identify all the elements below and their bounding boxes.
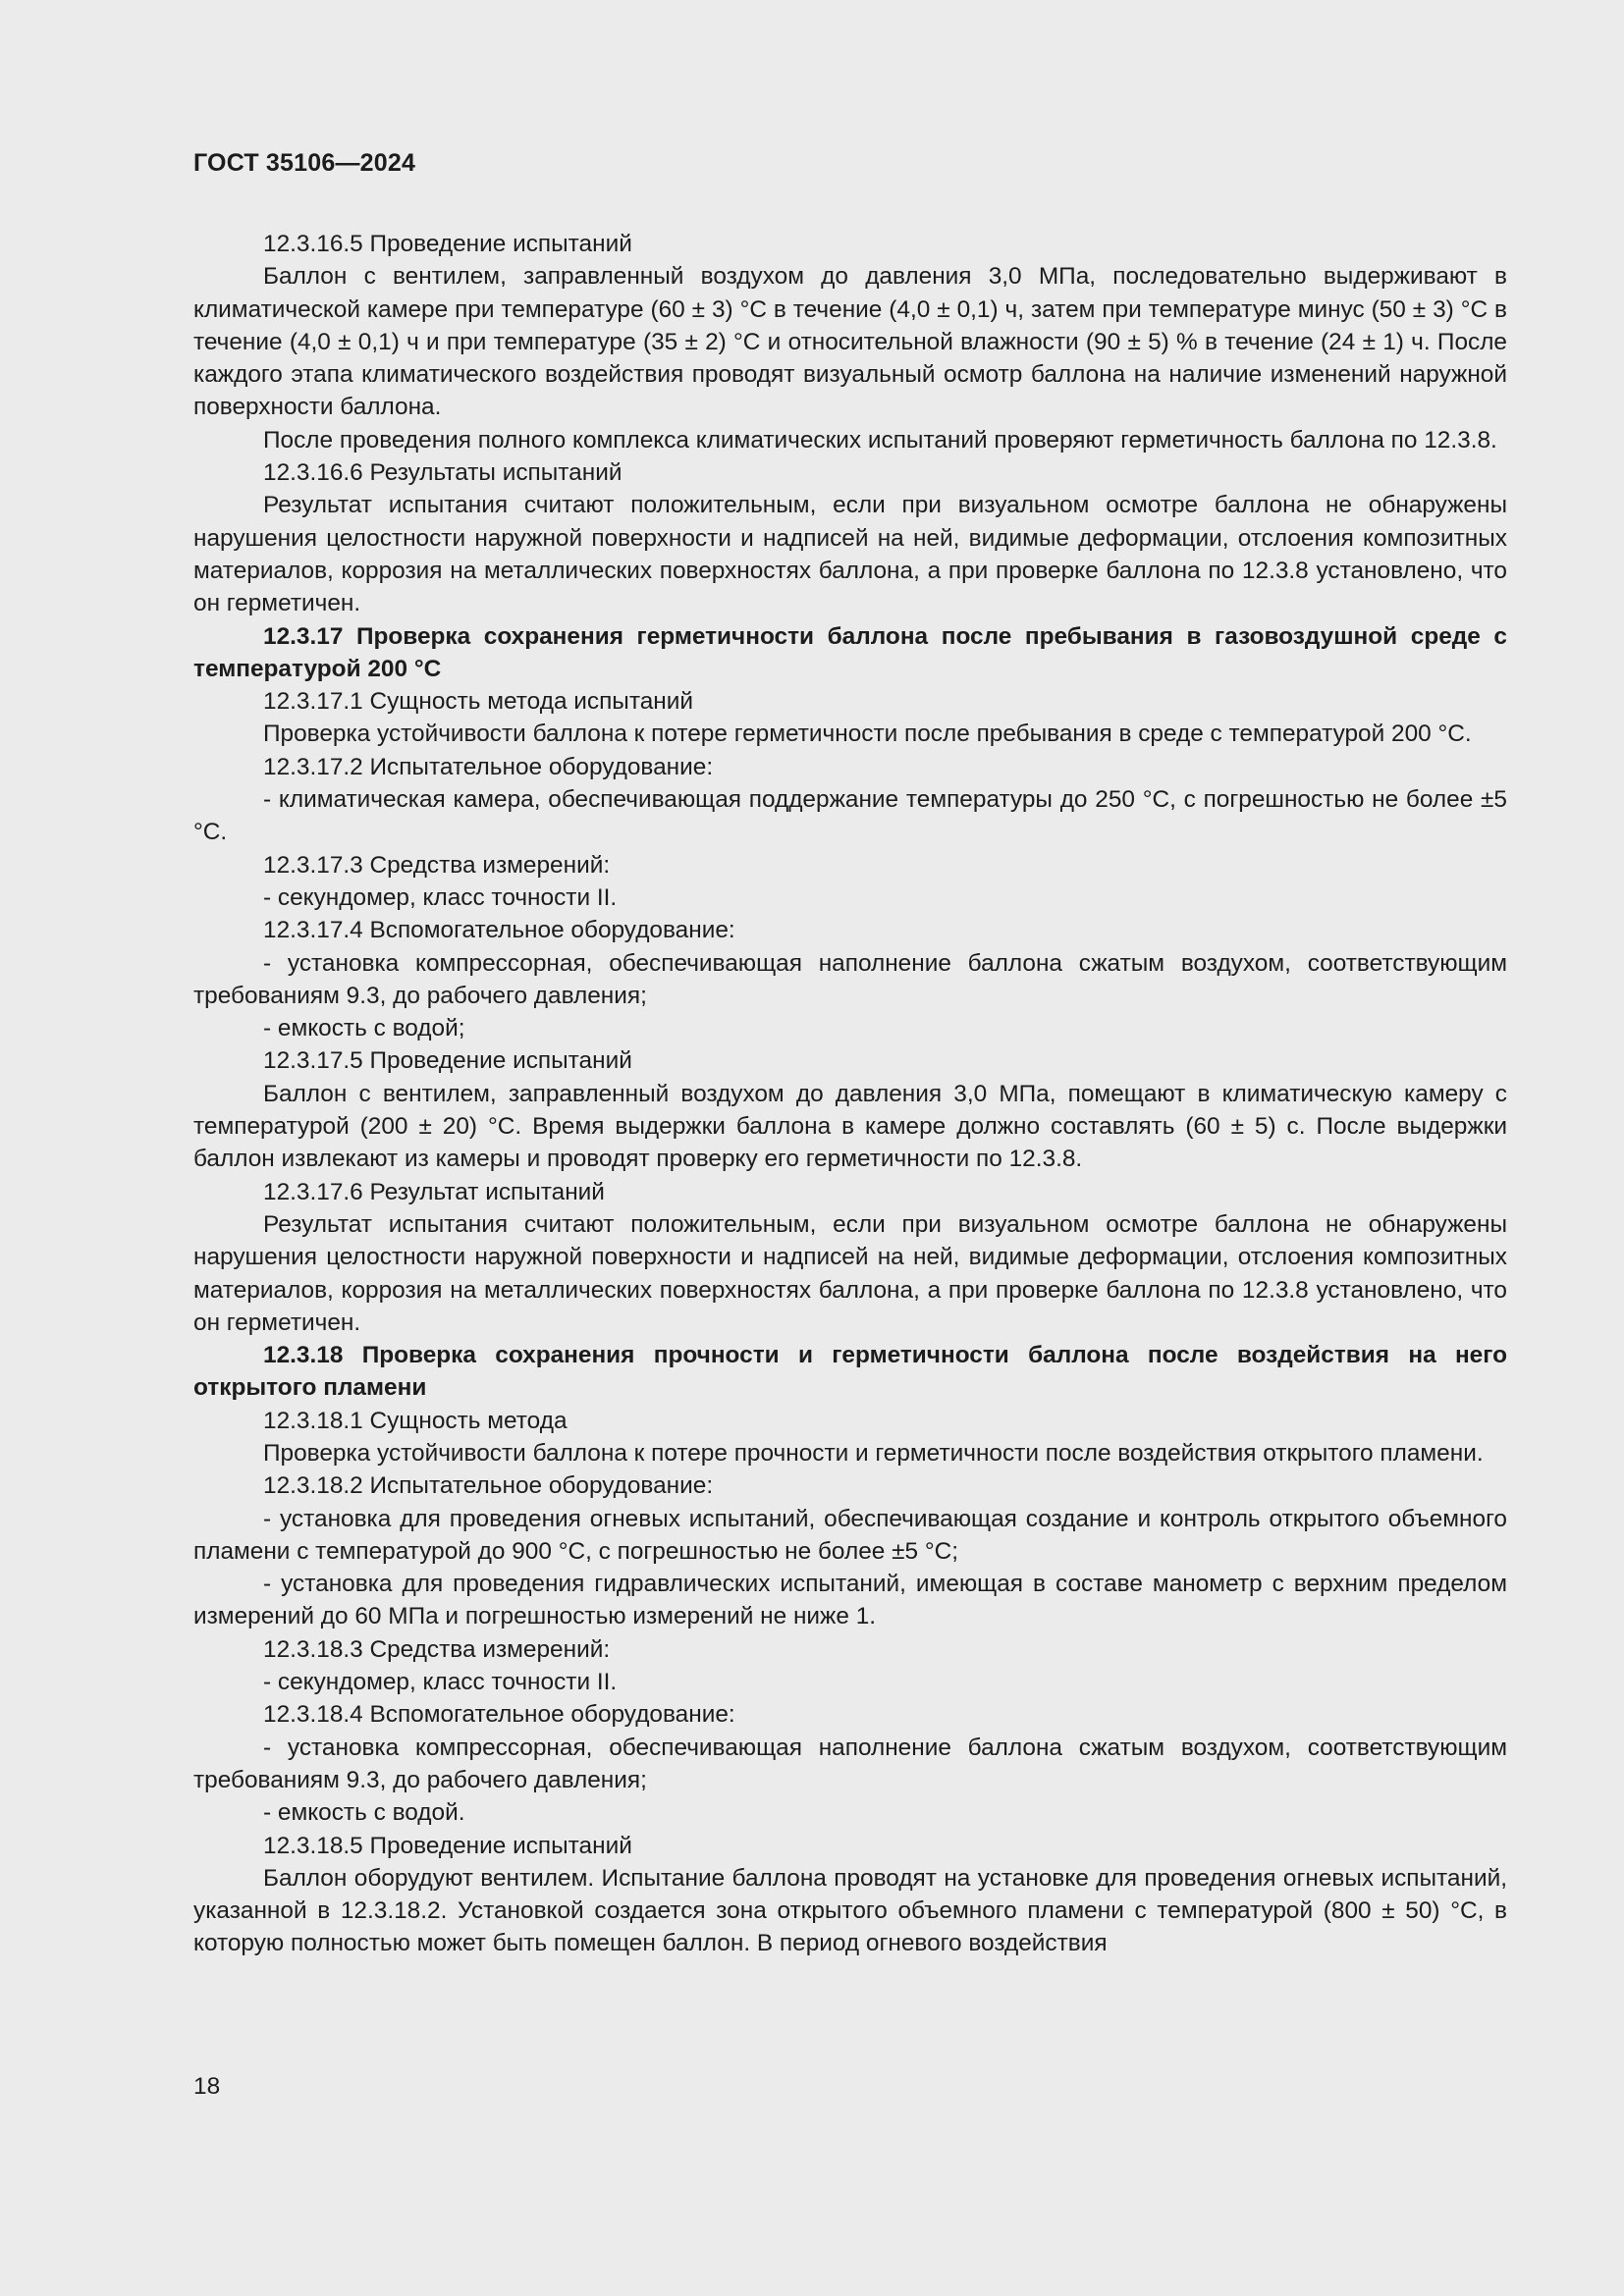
paragraph: 12.3.17.6 Результат испытаний	[263, 1178, 605, 1205]
paragraph: 12.3.16.5 Проведение испытаний	[263, 231, 632, 257]
paragraph: Результат испытания считают положительным, если при визуальном осмотре баллона не обнаружены нарушения целостности наружной поверхности и надписей на ней, видимые деформации, отслоения композитных материалов, коррозия на металлических поверхностях баллона, а при проверке баллона по 12.3.8 установлено, что он герметичен.	[193, 492, 1507, 617]
document-header: ГОСТ 35106—2024	[193, 149, 416, 177]
paragraph: 12.3.17.4 Вспомогательное оборудование:	[263, 917, 735, 944]
paragraph: - секундомер, класс точности II.	[263, 883, 618, 911]
page-number: 18	[193, 2073, 221, 2100]
paragraph: Результат испытания считают положительным, если при визуальном осмотре баллона не обнаружены нарушения целостности наружной поверхности и надписей на ней, видимые деформации, отслоения композитных материалов, коррозия на металлических поверхностях баллона, а при проверке баллона по 12.3.8 установлено, что он герметичен.	[193, 1210, 1507, 1336]
paragraph: Баллон с вентилем, заправленный воздухом до давления 3,0 МПа, помещают в климатическую камеру с температурой (200 ± 20) °С. Время выдержки баллона в камере должно составлять (60 ± 5) с. После выдержки баллон извлекают из камеры и проводят проверку его герметичности по 12.3.8.	[193, 1080, 1507, 1173]
document-body	[193, 228, 1507, 1960]
paragraph: - секундомер, класс точности II.	[263, 1669, 618, 1696]
paragraph: 12.3.18.2 Испытательное оборудование:	[263, 1472, 714, 1500]
paragraph: Проверка устойчивости баллона к потере прочности и герметичности после воздействия открытого пламени.	[263, 1439, 1484, 1467]
paragraph: 12.3.18.4 Вспомогательное оборудование:	[263, 1701, 735, 1729]
paragraph: - установка для проведения огневых испытаний, обеспечивающая создание и контроль открытого объемного пламени с температурой до 900 °С, с погрешностью не более ±5 °С;	[193, 1505, 1507, 1565]
paragraph: 12.3.17.5 Проведение испытаний	[263, 1047, 632, 1075]
paragraph: 12.3.18.3 Средства измерений:	[263, 1635, 611, 1663]
paragraph: Баллон оборудуют вентилем. Испытание баллона проводят на установке для проведения огневых испытаний, указанной в 12.3.18.2. Установкой создается зона открытого объемного пламени с температурой (800 ± 50) °С, в которую полностью может быть помещен баллон. В период огневого воздействия	[193, 1864, 1507, 1957]
paragraph: - установка компрессорная, обеспечивающая наполнение баллона сжатым воздухом, соответствующим требованиям 9.3, до рабочего давления;	[193, 1734, 1507, 1793]
paragraph: 12.3.17.2 Испытательное оборудование:	[263, 753, 714, 780]
section-heading: 12.3.17 Проверка сохранения герметичности баллона после пребывания в газовоздушной среде с температурой 200 °С	[193, 622, 1507, 682]
paragraph: После проведения полного комплекса климатических испытаний проверяют герметичность баллона по 12.3.8.	[263, 426, 1497, 454]
paragraph: - емкость с водой.	[263, 1799, 465, 1827]
paragraph: - климатическая камера, обеспечивающая поддержание температуры до 250 °С, с погрешностью не более ±5 °С.	[193, 786, 1507, 846]
paragraph: Проверка устойчивости баллона к потере герметичности после пребывания в среде с температурой 200 °С.	[263, 721, 1472, 748]
paragraph: - установка компрессорная, обеспечивающая наполнение баллона сжатым воздухом, соответствующим требованиям 9.3, до рабочего давления;	[193, 949, 1507, 1009]
paragraph: - установка для проведения гидравлических испытаний, имеющая в составе манометр с верхним пределом измерений до 60 МПа и погрешностью измерений не ниже 1.	[193, 1571, 1507, 1630]
paragraph: 12.3.17.1 Сущность метода испытаний	[263, 688, 694, 716]
paragraph: 12.3.17.3 Средства измерений:	[263, 851, 611, 879]
section-heading: 12.3.18 Проверка сохранения прочности и герметичности баллона после воздействия на него открытого пламени	[193, 1342, 1507, 1402]
paragraph: 12.3.18.1 Сущность метода	[263, 1407, 568, 1434]
paragraph: 12.3.16.6 Результаты испытаний	[263, 459, 623, 487]
paragraph: Баллон с вентилем, заправленный воздухом до давления 3,0 МПа, последовательно выдерживают в климатической камере при температуре (60 ± 3) °С в течение (4,0 ± 0,1) ч, затем при температуре минус (50 ± 3) °С в течение (4,0 ± 0,1) ч и при температуре (35 ± 2) °С и относительной влажности (90 ± 5) % в течение (24 ± 1) ч. После каждого этапа климатического воздействия проводят визуальный осмотр баллона на наличие изменений наружной поверхности баллона.	[193, 263, 1507, 421]
paragraph: 12.3.18.5 Проведение испытаний	[263, 1832, 632, 1859]
paragraph: - емкость с водой;	[263, 1015, 465, 1042]
